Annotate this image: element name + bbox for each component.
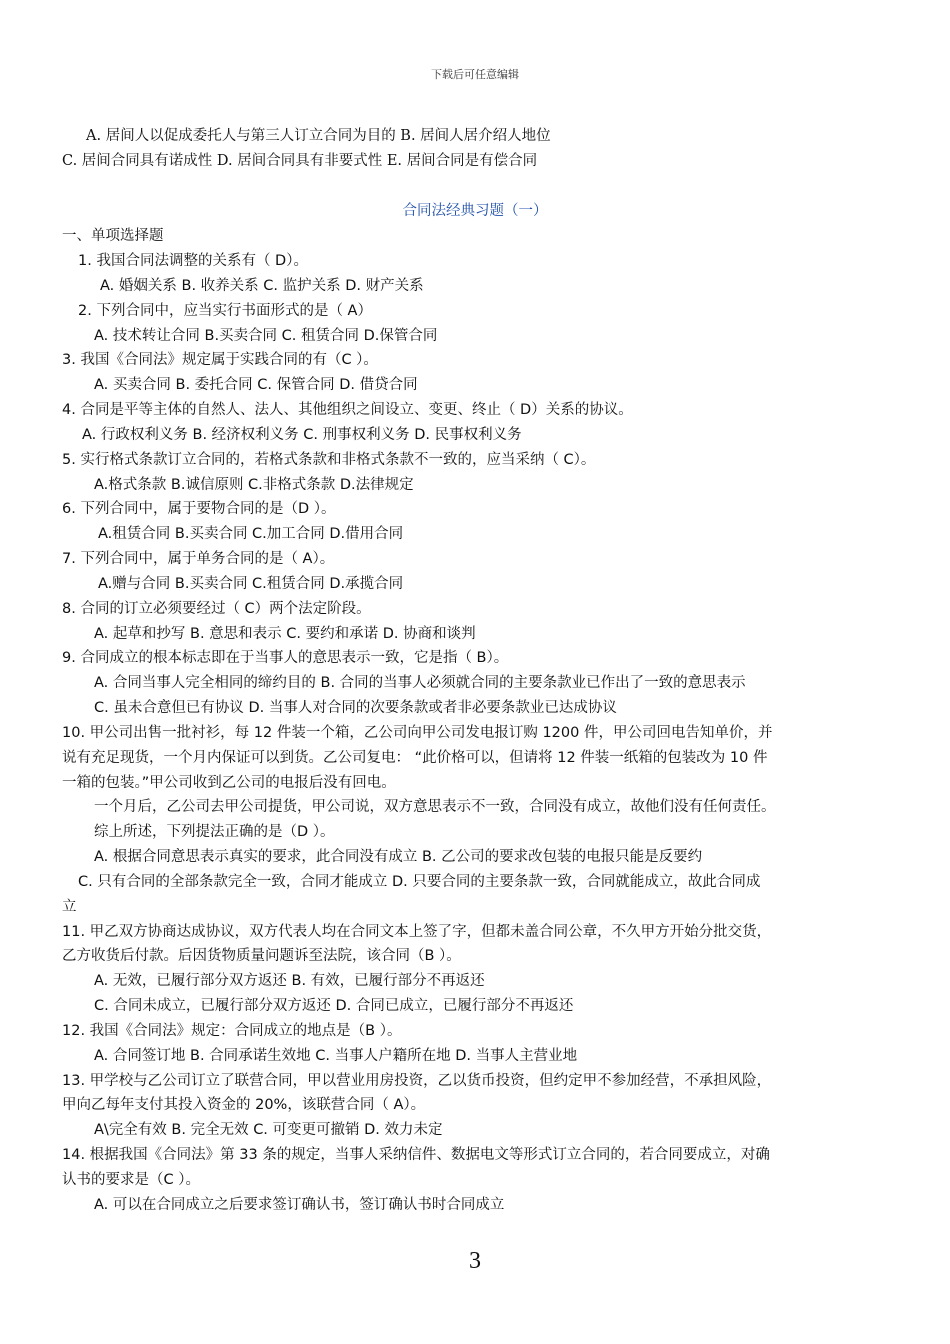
question-13-line-1: 13. 甲学校与乙公司订立了联营合同，甲以营业用房投资，乙以货币投资，但约定甲不参加经营，不承担风险， — [62, 1073, 772, 1089]
question-13-options: A\完全有效 B. 完全无效 C. 可变更可撤销 D. 效力未定 — [94, 1122, 443, 1138]
question-2-options: A. 技术转让合同 B.买卖合同 C. 租赁合同 D.保管合同 — [94, 328, 438, 344]
page-number: 3 — [469, 1248, 481, 1274]
question-11-options-ab: A. 无效，已履行部分双方返还 B. 有效，已履行部分不再返还 — [94, 973, 485, 989]
page-header: 下载后可任意编辑 — [431, 68, 519, 81]
question-2: 2. 下列合同中，应当实行书面形式的是（ A） — [78, 303, 372, 319]
question-10-line-2: 说有充足现货，一个月内保证可以到货。乙公司复电： “此价格可以，但请将 12 件装一纸箱的包装改为 10 件 — [62, 750, 768, 766]
question-3: 3. 我国《合同法》规定属于实践合同的有（C ）。 — [62, 352, 378, 368]
question-9-options-cd: C. 虽未合意但已有协议 D. 当事人对合同的次要条款或者非必要条款业已达成协议 — [94, 700, 617, 716]
question-14-option-a: A. 可以在合同成立之后要求签订确认书，签订确认书时合同成立 — [94, 1197, 505, 1213]
question-7-options: A.赠与合同 B.买卖合同 C.租赁合同 D.承揽合同 — [98, 576, 404, 592]
question-14-line-1: 14. 根据我国《合同法》第 33 条的规定，当事人采纳信件、数据电文等形式订立合同的，若合同要成立，对确 — [62, 1147, 770, 1163]
question-4: 4. 合同是平等主体的自然人、法人、其他组织之间设立、变更、终止（ D）关系的协议。 — [62, 402, 633, 418]
question-6: 6. 下列合同中，属于要物合同的是（D ）。 — [62, 501, 336, 517]
question-10-line-5: 综上所述，下列提法正确的是（D ）。 — [94, 824, 335, 840]
question-5-options: A.格式条款 B.诚信原则 C.非格式条款 D.法律规定 — [94, 477, 414, 493]
question-11-line-1: 11. 甲乙双方协商达成协议，双方代表人均在合同文本上签了字，但都未盖合同公章，不久甲方开始分批交货， — [62, 924, 772, 940]
question-9-options-ab: A. 合同当事人完全相同的缔约目的 B. 合同的当事人必须就合同的主要条款业已作出了一致的意思表示 — [94, 675, 746, 691]
question-6-options: A.租赁合同 B.买卖合同 C.加工合同 D.借用合同 — [98, 526, 404, 542]
question-5: 5. 实行格式条款订立合同的，若格式条款和非格式条款不一致的，应当采纳（ C）。 — [62, 452, 596, 468]
question-10-line-3: 一箱的包装。”甲公司收到乙公司的电报后没有回电。 — [62, 775, 396, 791]
question-4-options: A. 行政权利义务 B. 经济权利义务 C. 刑事权利义务 D. 民事权利义务 — [82, 427, 522, 443]
question-10-options-cd: C. 只有合同的全部条款完全一致，合同才能成立 D. 只要合同的主要条款一致，合同就能成立，故此合同成 — [78, 874, 761, 890]
section-heading: 一、单项选择题 — [62, 228, 164, 244]
question-10-line-1: 10. 甲公司出售一批衬衫，每 12 件装一个箱，乙公司向甲公司发电报订购 1200 件，甲公司回电告知单价，并 — [62, 725, 773, 741]
question-7: 7. 下列合同中，属于单务合同的是（ A）。 — [62, 551, 335, 567]
question-9: 9. 合同成立的根本标志即在于当事人的意思表示一致，它是指（ B）。 — [62, 650, 509, 666]
question-12: 12. 我国《合同法》规定：合同成立的地点是（B ）。 — [62, 1023, 402, 1039]
question-1-options: A. 婚姻关系 B. 收养关系 C. 监护关系 D. 财产关系 — [100, 278, 424, 294]
document-title: 合同法经典习题（一） — [402, 203, 548, 219]
question-10-options-ab: A. 根据合同意思表示真实的要求，此合同没有成立 B. 乙公司的要求改包装的电报只能是反要约 — [94, 849, 703, 865]
question-11-line-2: 乙方收货后付款。后因货物质量问题诉至法院，该合同（B ）。 — [62, 948, 461, 964]
question-11-options-cd: C. 合同未成立，已履行部分双方返还 D. 合同已成立，已履行部分不再返还 — [94, 998, 574, 1014]
question-14-line-2: 认书的要求是（C ）。 — [62, 1172, 200, 1188]
question-13-line-2: 甲向乙每年支付其投入资金的 20%，该联营合同（ A）。 — [62, 1097, 426, 1113]
question-10-options-cd-wrap: 立 — [62, 899, 77, 915]
question-12-options: A. 合同签订地 B. 合同承诺生效地 C. 当事人户籍所在地 D. 当事人主营业地 — [94, 1048, 578, 1064]
question-3-options: A. 买卖合同 B. 委托合同 C. 保管合同 D. 借贷合同 — [94, 377, 418, 393]
question-8: 8. 合同的订立必须要经过（ C）两个法定阶段。 — [62, 601, 371, 617]
intro-line-1: A. 居间人以促成委托人与第三人订立合同为目的 B. 居间人居介绍人地位 — [86, 128, 551, 144]
question-10-line-4: 一个月后，乙公司去甲公司提货，甲公司说，双方意思表示不一致，合同没有成立，故他们没有任何责任。 — [94, 799, 776, 815]
question-1: 1. 我国合同法调整的关系有（ D）。 — [78, 253, 308, 269]
question-8-options: A. 起草和抄写 B. 意思和表示 C. 要约和承诺 D. 协商和谈判 — [94, 626, 476, 642]
intro-line-2: C. 居间合同具有诺成性 D. 居间合同具有非要式性 E. 居间合同是有偿合同 — [62, 153, 538, 169]
